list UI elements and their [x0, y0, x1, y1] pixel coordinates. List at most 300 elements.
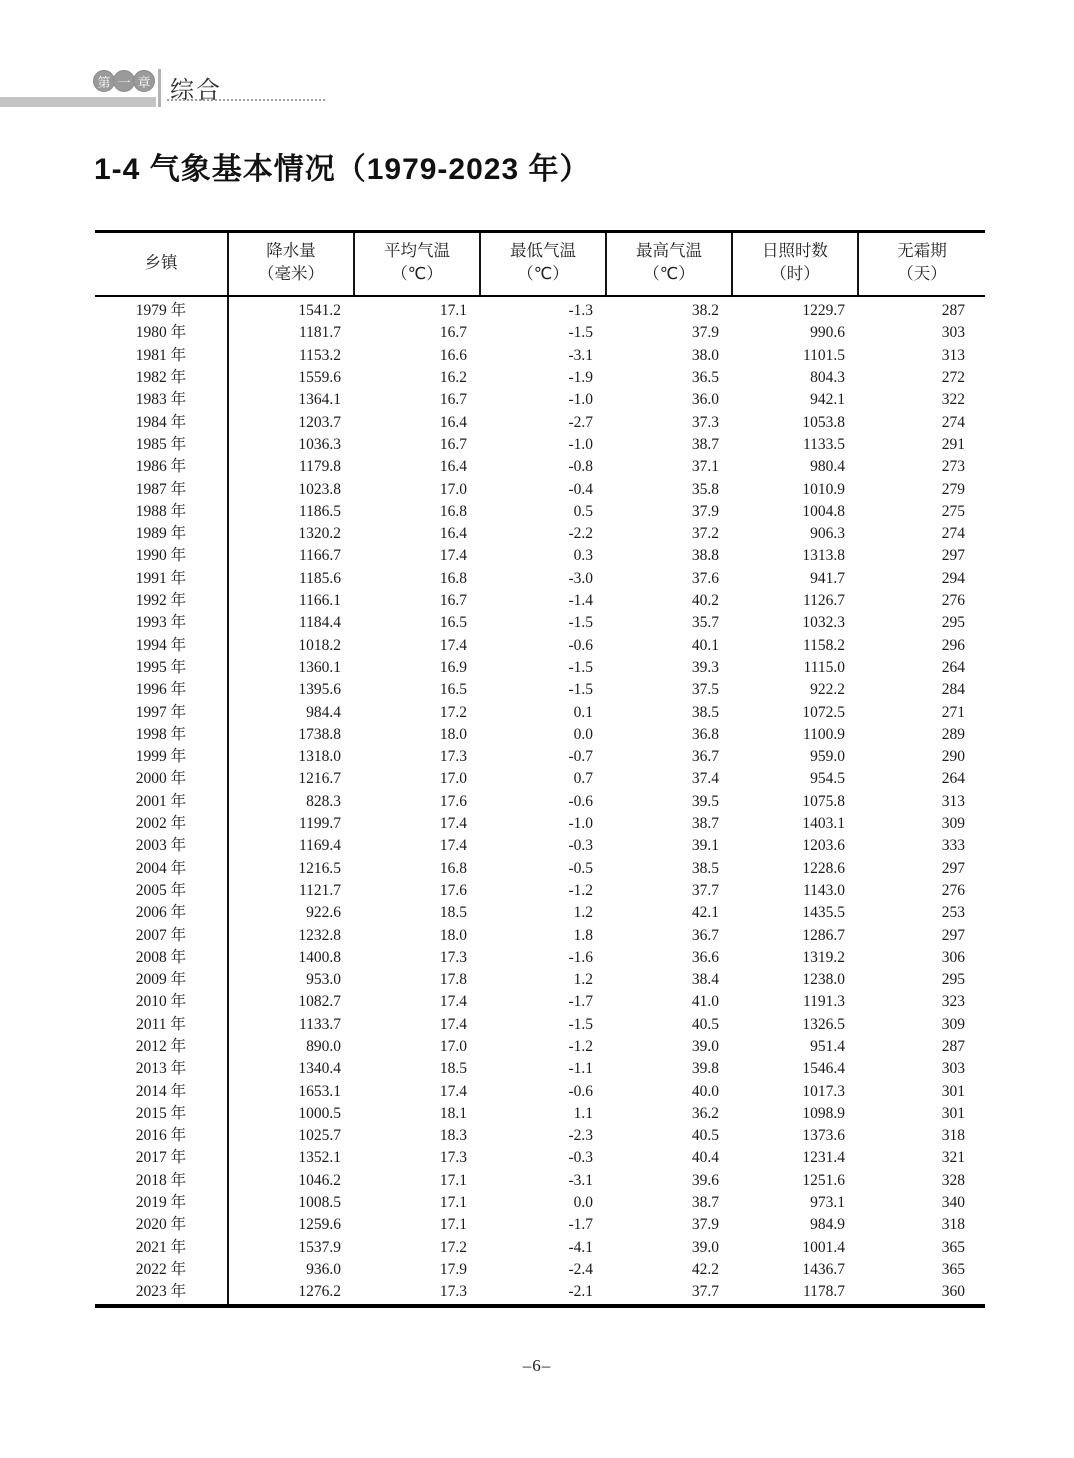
- sunshine-hours-cell: 1032.3: [802, 614, 845, 632]
- column-header-min-temp: [480, 233, 606, 296]
- max-temp-cell: 38.5: [691, 703, 719, 721]
- column-unit: （℃）: [643, 265, 695, 284]
- chapter-badge-circle: 章: [133, 70, 155, 92]
- year-cell: 2007 年: [95, 925, 228, 947]
- avg-temp-cell: 17.3: [439, 1283, 467, 1301]
- precipitation-cell: 1025.7: [298, 1127, 341, 1145]
- precipitation-cell: 828.3: [306, 792, 341, 810]
- column-header-township: [95, 233, 228, 296]
- year-cell: 2001 年: [95, 791, 228, 813]
- frost-free-days-cell: 306: [941, 948, 965, 966]
- max-temp-cell: 39.0: [691, 1037, 719, 1055]
- frost-free-days-cell: 301: [941, 1082, 965, 1100]
- sunshine-hours-cell: 1286.7: [802, 926, 845, 944]
- sunshine-hours-cell: 980.4: [810, 458, 845, 476]
- min-temp-cell: -2.7: [568, 413, 593, 431]
- sunshine-hours-cell: 1126.7: [802, 592, 845, 610]
- precipitation-cell: 1352.1: [298, 1149, 341, 1167]
- max-temp-cell: 37.5: [691, 681, 719, 699]
- page-number: –6–: [522, 1356, 552, 1375]
- sunshine-hours-cell: 990.6: [810, 324, 845, 342]
- min-temp-cell: -0.4: [568, 480, 593, 498]
- year-cell: 2015 年: [95, 1103, 228, 1125]
- min-temp-cell: -1.2: [568, 1037, 593, 1055]
- max-temp-cell: 36.7: [691, 926, 719, 944]
- avg-temp-cell: 17.2: [439, 703, 467, 721]
- frost-free-days-cell: 271: [941, 703, 965, 721]
- sunshine-hours-cell: 1203.6: [802, 837, 845, 855]
- table-row: [95, 322, 985, 344]
- frost-free-days-cell: 296: [941, 636, 965, 654]
- table-row: [95, 1147, 985, 1169]
- frost-free-days-cell: 284: [941, 681, 965, 699]
- max-temp-cell: 35.8: [691, 480, 719, 498]
- frost-free-days-cell: 297: [941, 859, 965, 877]
- avg-temp-cell: 17.4: [439, 547, 467, 565]
- min-temp-cell: 0.0: [573, 1194, 593, 1212]
- min-temp-cell: -1.7: [568, 1216, 593, 1234]
- table-row: [95, 367, 985, 389]
- chapter-label: 综合: [170, 77, 222, 104]
- weather-table: [95, 230, 985, 1308]
- frost-free-days-cell: 276: [941, 881, 965, 899]
- min-temp-cell: -1.5: [568, 681, 593, 699]
- frost-free-days-cell: 318: [941, 1127, 965, 1145]
- column-name: 无霜期: [897, 242, 947, 260]
- table-row: [95, 880, 985, 902]
- max-temp-cell: 37.4: [691, 770, 719, 788]
- min-temp-cell: -2.2: [568, 525, 593, 543]
- min-temp-cell: 0.7: [573, 770, 593, 788]
- precipitation-cell: 1738.8: [298, 725, 341, 743]
- max-temp-cell: 39.3: [691, 658, 719, 676]
- year-cell: 1996 年: [95, 679, 228, 701]
- frost-free-days-cell: 297: [941, 926, 965, 944]
- table-row: [95, 1081, 985, 1103]
- frost-free-days-cell: 274: [941, 525, 965, 543]
- min-temp-cell: -0.6: [568, 1082, 593, 1100]
- min-temp-cell: 0.1: [573, 703, 593, 721]
- year-cell: 2017 年: [95, 1147, 228, 1169]
- table-row: [95, 902, 985, 924]
- sunshine-hours-cell: 1072.5: [802, 703, 845, 721]
- precipitation-cell: 1179.8: [298, 458, 341, 476]
- sunshine-hours-cell: 1326.5: [802, 1015, 845, 1033]
- frost-free-days-cell: 365: [941, 1260, 965, 1278]
- precipitation-cell: 1537.9: [298, 1238, 341, 1256]
- max-temp-cell: 39.1: [691, 837, 719, 855]
- column-name: 最高气温: [636, 242, 702, 260]
- table-row: [95, 657, 985, 679]
- precipitation-cell: 1169.4: [298, 837, 341, 855]
- frost-free-days-cell: 309: [941, 815, 965, 833]
- sunshine-hours-cell: 1313.8: [802, 547, 845, 565]
- precipitation-cell: 1559.6: [298, 369, 341, 387]
- frost-free-days-cell: 253: [941, 904, 965, 922]
- min-temp-cell: -1.2: [568, 881, 593, 899]
- avg-temp-cell: 16.7: [439, 391, 467, 409]
- frost-free-days-cell: 272: [941, 369, 965, 387]
- max-temp-cell: 38.5: [691, 859, 719, 877]
- precipitation-cell: 890.0: [306, 1037, 341, 1055]
- frost-free-days-cell: 287: [941, 1037, 965, 1055]
- min-temp-cell: 0.3: [573, 547, 593, 565]
- sunshine-hours-cell: 1001.4: [802, 1238, 845, 1256]
- avg-temp-cell: 17.6: [439, 881, 467, 899]
- max-temp-cell: 42.2: [691, 1260, 719, 1278]
- avg-temp-cell: 18.3: [439, 1127, 467, 1145]
- frost-free-days-cell: 313: [941, 346, 965, 364]
- year-cell: 2011 年: [95, 1014, 228, 1036]
- table-row: [95, 412, 985, 434]
- chapter-divider-line: [158, 69, 161, 107]
- max-temp-cell: 36.2: [691, 1104, 719, 1122]
- min-temp-cell: -2.1: [568, 1283, 593, 1301]
- frost-free-days-cell: 287: [941, 302, 965, 320]
- table-row: [95, 702, 985, 724]
- sunshine-hours-cell: 1373.6: [802, 1127, 845, 1145]
- table-row: [95, 1170, 985, 1192]
- precipitation-cell: 1153.2: [298, 346, 341, 364]
- frost-free-days-cell: 301: [941, 1104, 965, 1122]
- min-temp-cell: -0.6: [568, 636, 593, 654]
- sunshine-hours-cell: 1017.3: [802, 1082, 845, 1100]
- frost-free-days-cell: 309: [941, 1015, 965, 1033]
- min-temp-cell: -0.8: [568, 458, 593, 476]
- precipitation-cell: 1232.8: [298, 926, 341, 944]
- year-cell: 2022 年: [95, 1259, 228, 1281]
- max-temp-cell: 40.5: [691, 1127, 719, 1145]
- avg-temp-cell: 18.5: [439, 904, 467, 922]
- sunshine-hours-cell: 906.3: [810, 525, 845, 543]
- max-temp-cell: 36.5: [691, 369, 719, 387]
- precipitation-cell: 1184.4: [298, 614, 341, 632]
- table-row: [95, 858, 985, 880]
- avg-temp-cell: 17.8: [439, 971, 467, 989]
- year-cell: 1982 年: [95, 367, 228, 389]
- min-temp-cell: -0.7: [568, 748, 593, 766]
- min-temp-cell: -1.6: [568, 948, 593, 966]
- precipitation-cell: 1395.6: [298, 681, 341, 699]
- min-temp-cell: -3.0: [568, 569, 593, 587]
- table-row: [95, 345, 985, 367]
- column-unit: （天）: [897, 265, 947, 284]
- min-temp-cell: -1.0: [568, 435, 593, 453]
- avg-temp-cell: 16.2: [439, 369, 467, 387]
- avg-temp-cell: 17.4: [439, 993, 467, 1011]
- year-cell: 2020 年: [95, 1214, 228, 1236]
- max-temp-cell: 36.8: [691, 725, 719, 743]
- max-temp-cell: 40.2: [691, 592, 719, 610]
- frost-free-days-cell: 275: [941, 502, 965, 520]
- avg-temp-cell: 16.8: [439, 859, 467, 877]
- sunshine-hours-cell: 1158.2: [802, 636, 845, 654]
- column-unit: （时）: [770, 265, 820, 284]
- table-row: [95, 791, 985, 813]
- avg-temp-cell: 18.0: [439, 725, 467, 743]
- frost-free-days-cell: 264: [941, 658, 965, 676]
- table-row: [95, 590, 985, 612]
- table-row: [95, 1192, 985, 1214]
- frost-free-days-cell: 360: [941, 1283, 965, 1301]
- avg-temp-cell: 16.8: [439, 502, 467, 520]
- precipitation-cell: 922.6: [306, 904, 341, 922]
- avg-temp-cell: 16.9: [439, 658, 467, 676]
- avg-temp-cell: 16.4: [439, 413, 467, 431]
- table-row: [95, 1281, 985, 1303]
- column-name: 平均气温: [384, 242, 450, 260]
- table-row: [95, 1214, 985, 1236]
- min-temp-cell: -1.0: [568, 815, 593, 833]
- year-cell: 1985 年: [95, 434, 228, 456]
- avg-temp-cell: 17.4: [439, 636, 467, 654]
- table-row: [95, 296, 985, 322]
- max-temp-cell: 38.8: [691, 547, 719, 565]
- sunshine-hours-cell: 1251.6: [802, 1171, 845, 1189]
- min-temp-cell: -1.5: [568, 324, 593, 342]
- year-cell: 1993 年: [95, 612, 228, 634]
- min-temp-cell: -0.3: [568, 1149, 593, 1167]
- frost-free-days-cell: 322: [941, 391, 965, 409]
- sunshine-hours-cell: 942.1: [810, 391, 845, 409]
- sunshine-hours-cell: 1010.9: [802, 480, 845, 498]
- max-temp-cell: 42.1: [691, 904, 719, 922]
- min-temp-cell: -2.3: [568, 1127, 593, 1145]
- max-temp-cell: 37.9: [691, 324, 719, 342]
- avg-temp-cell: 17.1: [439, 302, 467, 320]
- frost-free-days-cell: 340: [941, 1194, 965, 1212]
- min-temp-cell: -3.1: [568, 1171, 593, 1189]
- table-row: [95, 612, 985, 634]
- sunshine-hours-cell: 1115.0: [803, 658, 845, 676]
- max-temp-cell: 39.0: [691, 1238, 719, 1256]
- sunshine-hours-cell: 1403.1: [802, 815, 845, 833]
- min-temp-cell: -1.9: [568, 369, 593, 387]
- chapter-dotted-underline: [167, 99, 325, 101]
- precipitation-cell: 984.4: [306, 703, 341, 721]
- avg-temp-cell: 17.4: [439, 1015, 467, 1033]
- table-row: [95, 947, 985, 969]
- avg-temp-cell: 17.6: [439, 792, 467, 810]
- precipitation-cell: 1400.8: [298, 948, 341, 966]
- min-temp-cell: 1.1: [573, 1104, 593, 1122]
- year-cell: 2018 年: [95, 1170, 228, 1192]
- frost-free-days-cell: 273: [941, 458, 965, 476]
- precipitation-cell: 1023.8: [298, 480, 341, 498]
- min-temp-cell: -1.0: [568, 391, 593, 409]
- sunshine-hours-cell: 1228.6: [802, 859, 845, 877]
- column-header-max-temp: [606, 233, 732, 296]
- frost-free-days-cell: 291: [941, 435, 965, 453]
- year-cell: 1997 年: [95, 702, 228, 724]
- avg-temp-cell: 17.0: [439, 480, 467, 498]
- table-row: [95, 1103, 985, 1125]
- avg-temp-cell: 17.2: [439, 1238, 467, 1256]
- table-row: [95, 523, 985, 545]
- chapter-badge-circle: 第: [93, 70, 115, 92]
- avg-temp-cell: 17.0: [439, 770, 467, 788]
- table-row: [95, 1125, 985, 1147]
- year-cell: 2005 年: [95, 880, 228, 902]
- sunshine-hours-cell: 1004.8: [802, 502, 845, 520]
- min-temp-cell: -2.4: [568, 1260, 593, 1278]
- precipitation-cell: 1203.7: [298, 413, 341, 431]
- precipitation-cell: 1018.2: [298, 636, 341, 654]
- frost-free-days-cell: 264: [941, 770, 965, 788]
- precipitation-cell: 1166.1: [298, 592, 341, 610]
- sunshine-hours-cell: 1053.8: [802, 413, 845, 431]
- precipitation-cell: 1276.2: [298, 1283, 341, 1301]
- year-cell: 2002 年: [95, 813, 228, 835]
- max-temp-cell: 37.6: [691, 569, 719, 587]
- sunshine-hours-cell: 1143.0: [802, 881, 845, 899]
- year-cell: 2010 年: [95, 991, 228, 1013]
- avg-temp-cell: 17.9: [439, 1260, 467, 1278]
- table-row: [95, 768, 985, 790]
- table-row: [95, 456, 985, 478]
- table-row: [95, 1036, 985, 1058]
- min-temp-cell: -1.3: [568, 302, 593, 320]
- table-row: [95, 1259, 985, 1281]
- sunshine-hours-cell: 941.7: [810, 569, 845, 587]
- sunshine-hours-cell: 1319.2: [802, 948, 845, 966]
- year-cell: 1999 年: [95, 746, 228, 768]
- sunshine-hours-cell: 1231.4: [802, 1149, 845, 1167]
- year-cell: 2021 年: [95, 1237, 228, 1259]
- table-row: [95, 925, 985, 947]
- precipitation-cell: 1046.2: [298, 1171, 341, 1189]
- max-temp-cell: 37.9: [691, 1216, 719, 1234]
- max-temp-cell: 38.7: [691, 435, 719, 453]
- table-row: [95, 679, 985, 701]
- avg-temp-cell: 17.3: [439, 748, 467, 766]
- year-cell: 1991 年: [95, 568, 228, 590]
- table-row: [95, 1014, 985, 1036]
- chapter-badge-circle: 一: [113, 70, 135, 92]
- avg-temp-cell: 16.8: [439, 569, 467, 587]
- min-temp-cell: -3.1: [568, 346, 593, 364]
- precipitation-cell: 1216.5: [298, 859, 341, 877]
- sunshine-hours-cell: 951.4: [810, 1037, 845, 1055]
- chapter-badge: [93, 70, 153, 92]
- min-temp-cell: -1.5: [568, 614, 593, 632]
- column-header-avg-temp: [354, 233, 480, 296]
- frost-free-days-cell: 295: [941, 614, 965, 632]
- year-cell: 1987 年: [95, 479, 228, 501]
- max-temp-cell: 38.0: [691, 346, 719, 364]
- min-temp-cell: 0.5: [573, 502, 593, 520]
- avg-temp-cell: 17.3: [439, 1149, 467, 1167]
- precipitation-cell: 1133.7: [298, 1015, 341, 1033]
- precipitation-cell: 1181.7: [298, 324, 341, 342]
- sunshine-hours-cell: 1191.3: [802, 993, 845, 1011]
- avg-temp-cell: 18.0: [439, 926, 467, 944]
- table-row: [95, 746, 985, 768]
- sunshine-hours-cell: 959.0: [810, 748, 845, 766]
- frost-free-days-cell: 328: [941, 1171, 965, 1189]
- precipitation-cell: 1185.6: [298, 569, 341, 587]
- max-temp-cell: 40.0: [691, 1082, 719, 1100]
- sunshine-hours-cell: 1546.4: [802, 1060, 845, 1078]
- frost-free-days-cell: 297: [941, 547, 965, 565]
- precipitation-cell: 1541.2: [298, 302, 341, 320]
- sunshine-hours-cell: 1100.9: [802, 725, 845, 743]
- min-temp-cell: -1.5: [568, 658, 593, 676]
- avg-temp-cell: 17.1: [439, 1216, 467, 1234]
- max-temp-cell: 40.1: [691, 636, 719, 654]
- column-header-precipitation: [228, 233, 354, 296]
- year-cell: 1981 年: [95, 345, 228, 367]
- precipitation-cell: 1000.5: [298, 1104, 341, 1122]
- sunshine-hours-cell: 922.2: [810, 681, 845, 699]
- min-temp-cell: -1.4: [568, 592, 593, 610]
- year-cell: 2023 年: [95, 1281, 228, 1303]
- avg-temp-cell: 16.5: [439, 614, 467, 632]
- frost-free-days-cell: 303: [941, 1060, 965, 1078]
- avg-temp-cell: 16.7: [439, 324, 467, 342]
- max-temp-cell: 36.7: [691, 748, 719, 766]
- min-temp-cell: -1.7: [568, 993, 593, 1011]
- min-temp-cell: -1.5: [568, 1015, 593, 1033]
- year-cell: 1983 年: [95, 389, 228, 411]
- precipitation-cell: 1320.2: [298, 525, 341, 543]
- frost-free-days-cell: 318: [941, 1216, 965, 1234]
- avg-temp-cell: 16.4: [439, 525, 467, 543]
- precipitation-cell: 1186.5: [298, 502, 341, 520]
- precipitation-cell: 1121.7: [298, 881, 341, 899]
- min-temp-cell: 0.0: [573, 725, 593, 743]
- year-cell: 2014 年: [95, 1081, 228, 1103]
- precipitation-cell: 1036.3: [298, 435, 341, 453]
- precipitation-cell: 1166.7: [298, 547, 341, 565]
- precipitation-cell: 1082.7: [298, 993, 341, 1011]
- max-temp-cell: 38.7: [691, 815, 719, 833]
- table-row: [95, 568, 985, 590]
- min-temp-cell: -0.5: [568, 859, 593, 877]
- frost-free-days-cell: 294: [941, 569, 965, 587]
- table-row: [95, 545, 985, 567]
- precipitation-cell: 1199.7: [298, 815, 341, 833]
- min-temp-cell: -0.6: [568, 792, 593, 810]
- year-cell: 2012 年: [95, 1036, 228, 1058]
- page-title: 1-4 气象基本情况（1979-2023 年）: [94, 153, 591, 186]
- precipitation-cell: 1216.7: [298, 770, 341, 788]
- table-row: [95, 1237, 985, 1259]
- max-temp-cell: 36.6: [691, 948, 719, 966]
- max-temp-cell: 37.7: [691, 1283, 719, 1301]
- precipitation-cell: 1318.0: [298, 748, 341, 766]
- avg-temp-cell: 17.1: [439, 1194, 467, 1212]
- max-temp-cell: 38.4: [691, 971, 719, 989]
- sunshine-hours-cell: 1178.7: [802, 1283, 845, 1301]
- frost-free-days-cell: 313: [941, 792, 965, 810]
- column-unit: （℃）: [517, 265, 569, 284]
- frost-free-days-cell: 279: [941, 480, 965, 498]
- table-row: [95, 501, 985, 523]
- avg-temp-cell: 17.4: [439, 1082, 467, 1100]
- avg-temp-cell: 18.5: [439, 1060, 467, 1078]
- max-temp-cell: 35.7: [691, 614, 719, 632]
- year-cell: 1995 年: [95, 657, 228, 679]
- avg-temp-cell: 17.3: [439, 948, 467, 966]
- avg-temp-cell: 16.6: [439, 346, 467, 364]
- precipitation-cell: 936.0: [306, 1260, 341, 1278]
- year-cell: 2000 年: [95, 768, 228, 790]
- year-cell: 2004 年: [95, 858, 228, 880]
- max-temp-cell: 36.0: [691, 391, 719, 409]
- year-cell: 1989 年: [95, 523, 228, 545]
- frost-free-days-cell: 323: [941, 993, 965, 1011]
